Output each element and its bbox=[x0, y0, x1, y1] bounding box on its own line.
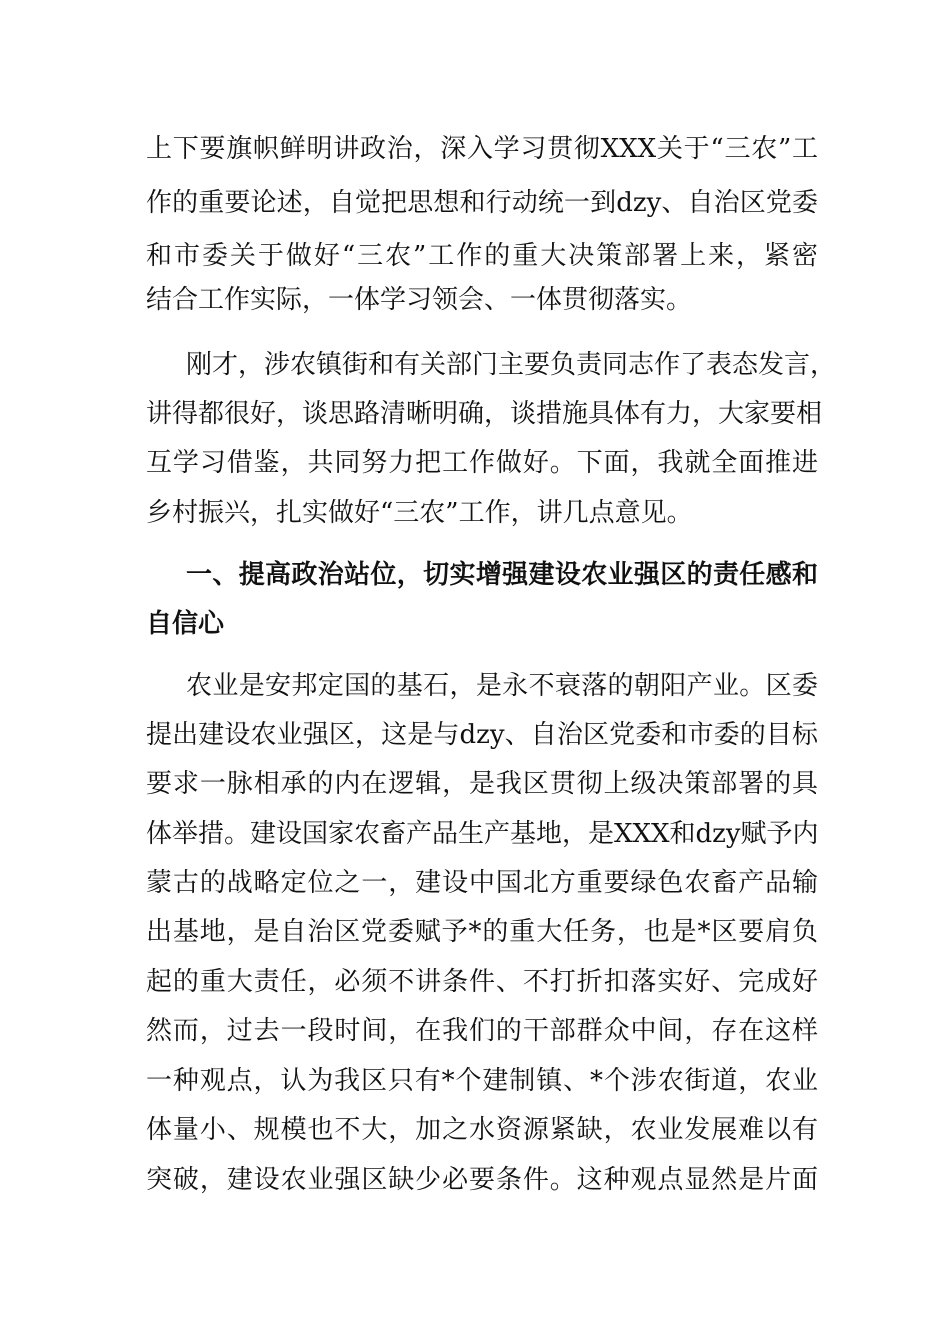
paragraph-1-line-4: 结合工作实际，一体学习领会、一体贯彻落实。 bbox=[146, 285, 693, 315]
paragraph-3-line-3: 要求一脉相承的内在逻辑，是我区贯彻上级决策部署的具 bbox=[146, 769, 818, 799]
paragraph-3-line-10: 体量小、规模也不大，加之水资源紧缺，农业发展难以有 bbox=[146, 1115, 818, 1145]
paragraph-3-line-9: 一种观点，认为我区只有*个建制镇、*个涉农街道，农业 bbox=[146, 1066, 818, 1096]
paragraph-3-line-6: 出基地，是自治区党委赋予*的重大任务，也是*区要肩负 bbox=[146, 917, 818, 947]
paragraph-1-line-2: 作的重要论述，自觉把思想和行动统一到dzy、自治区党委 bbox=[146, 188, 818, 218]
paragraph-1-line-3: 和市委关于做好“三农”工作的重大决策部署上来，紧密 bbox=[146, 241, 818, 271]
paragraph-3-line-8: 然而，过去一段时间，在我们的干部群众中间，存在这样 bbox=[146, 1016, 818, 1046]
paragraph-3-line-2: 提出建设农业强区，这是与dzy、自治区党委和市委的目标 bbox=[146, 720, 818, 750]
paragraph-3-line-7: 起的重大责任，必须不讲条件、不打折扣落实好、完成好 bbox=[146, 967, 818, 997]
paragraph-3-line-4: 体举措。建设国家农畜产品生产基地，是XXX和dzy赋予内 bbox=[146, 819, 819, 849]
section-heading-line-1: 一、提高政治站位，切实增强建设农业强区的责任感和 bbox=[186, 560, 818, 590]
paragraph-3-line-11: 突破，建设农业强区缺少必要条件。这种观点显然是片面 bbox=[146, 1165, 818, 1195]
paragraph-2-line-4: 乡村振兴，扎实做好“三农”工作，讲几点意见。 bbox=[146, 498, 693, 528]
paragraph-3-line-5: 蒙古的战略定位之一，建设中国北方重要绿色农畜产品输 bbox=[146, 868, 818, 898]
paragraph-3-line-1: 农业是安邦定国的基石，是永不衰落的朝阳产业。区委 bbox=[186, 671, 818, 701]
paragraph-2-line-3: 互学习借鉴，共同努力把工作做好。下面，我就全面推进 bbox=[146, 448, 818, 478]
paragraph-2-line-1: 刚才，涉农镇街和有关部门主要负责同志作了表态发言， bbox=[186, 350, 837, 380]
section-heading-line-2: 自信心 bbox=[146, 609, 225, 639]
paragraph-1-line-1: 上下要旗帜鲜明讲政治，深入学习贯彻XXX关于“三农”工 bbox=[146, 134, 818, 164]
paragraph-2-line-2: 讲得都很好，谈思路清晰明确，谈措施具体有力，大家要相 bbox=[146, 399, 823, 429]
